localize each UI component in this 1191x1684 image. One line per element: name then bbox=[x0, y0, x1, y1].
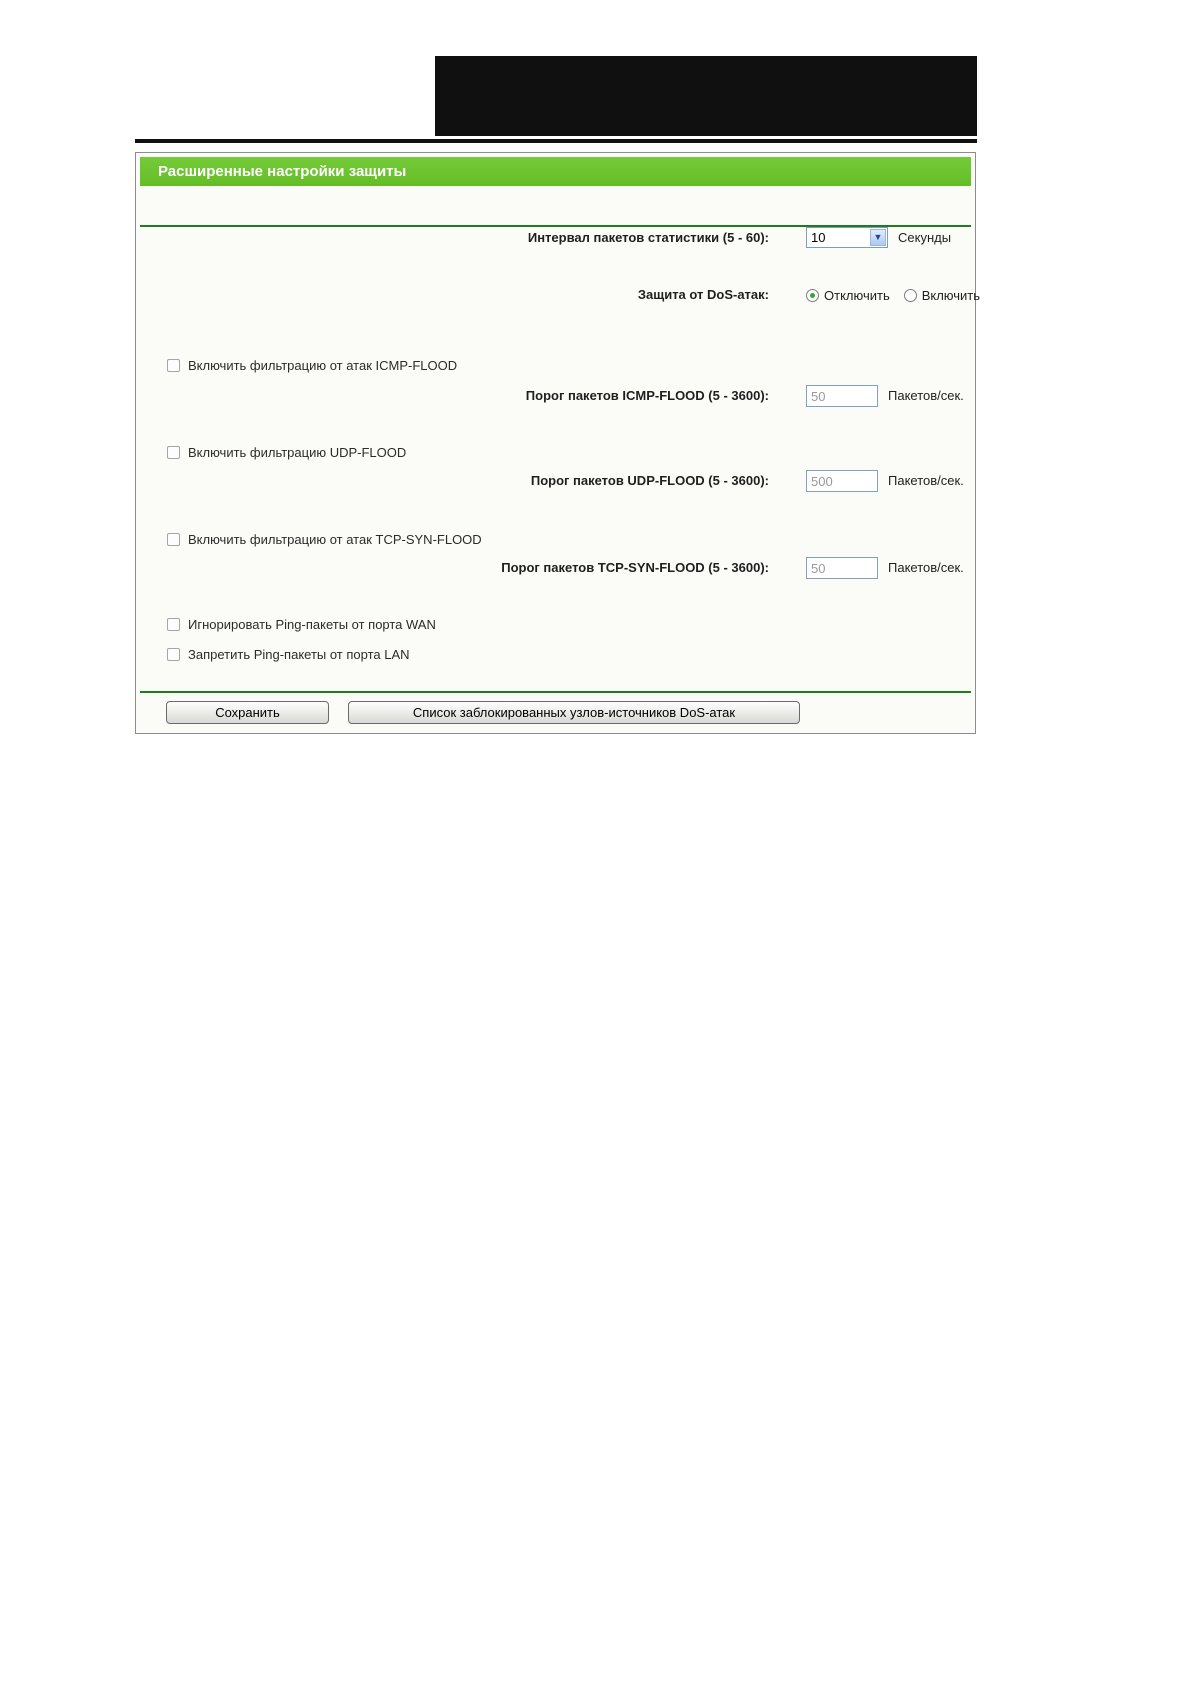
ignore-ping-wan-label: Игнорировать Ping-пакеты от порта WAN bbox=[188, 617, 436, 632]
ignore-ping-wan-checkbox[interactable] bbox=[167, 618, 180, 631]
udp-flood-threshold-row bbox=[136, 470, 975, 492]
icmp-flood-threshold-label: Порог пакетов ICMP-FLOOD (5 - 3600): bbox=[525, 388, 769, 403]
tcp-syn-flood-unit-label: Пакетов/сек. bbox=[888, 560, 964, 575]
chevron-down-icon[interactable]: ▼ bbox=[870, 229, 886, 246]
icmp-flood-unit-label: Пакетов/сек. bbox=[888, 388, 964, 403]
blocked-dos-hosts-list-button[interactable]: Список заблокированных узлов-источников DoS-атак bbox=[348, 701, 800, 724]
udp-flood-threshold-label: Порог пакетов UDP-FLOOD (5 - 3600): bbox=[530, 473, 769, 488]
dos-enable-radio[interactable] bbox=[904, 289, 917, 302]
tcp-syn-flood-threshold-input[interactable] bbox=[806, 557, 878, 579]
panel-title: Расширенные настройки защиты bbox=[158, 163, 407, 180]
save-button[interactable]: Сохранить bbox=[166, 701, 329, 724]
dos-protection-row bbox=[136, 287, 981, 303]
dos-disable-radio[interactable] bbox=[806, 289, 819, 302]
ignore-ping-wan-row bbox=[136, 618, 975, 632]
forbid-ping-lan-row bbox=[136, 648, 975, 662]
icmp-flood-filter-checkbox[interactable] bbox=[167, 359, 180, 372]
icmp-flood-threshold-row bbox=[136, 385, 975, 407]
seconds-unit-label: Секунды bbox=[898, 230, 952, 245]
forbid-ping-lan-label: Запретить Ping-пакеты от порта LAN bbox=[188, 647, 410, 662]
redacted-header-block bbox=[435, 56, 977, 136]
forbid-ping-lan-checkbox[interactable] bbox=[167, 648, 180, 661]
statistics-interval-select[interactable] bbox=[806, 227, 888, 248]
statistics-interval-value: 10 bbox=[811, 230, 826, 245]
dos-protection-options bbox=[806, 287, 980, 303]
icmp-flood-enable-row bbox=[136, 359, 975, 373]
panel-title-bar bbox=[140, 157, 971, 186]
tcp-syn-flood-filter-label: Включить фильтрацию от атак TCP-SYN-FLOOD bbox=[188, 532, 482, 547]
tcp-syn-flood-enable-row bbox=[136, 533, 975, 547]
dos-enable-label: Включить bbox=[921, 287, 981, 303]
udp-flood-filter-label: Включить фильтрацию UDP-FLOOD bbox=[188, 445, 407, 460]
security-settings-panel bbox=[135, 152, 981, 734]
udp-flood-unit-label: Пакетов/сек. bbox=[888, 473, 964, 488]
udp-flood-filter-checkbox[interactable] bbox=[167, 446, 180, 459]
bottom-divider bbox=[140, 691, 971, 693]
statistics-interval-label: Интервал пакетов статистики (5 - 60): bbox=[527, 230, 769, 245]
dos-disable-label: Отключить bbox=[824, 287, 890, 303]
tcp-syn-flood-threshold-row bbox=[136, 557, 975, 579]
header-rule bbox=[135, 139, 977, 143]
icmp-flood-threshold-input[interactable] bbox=[806, 385, 878, 407]
icmp-flood-filter-label: Включить фильтрацию от атак ICMP-FLOOD bbox=[188, 358, 458, 373]
udp-flood-enable-row bbox=[136, 446, 975, 460]
udp-flood-threshold-input[interactable] bbox=[806, 470, 878, 492]
dos-protection-label: Защита от DoS-атак: bbox=[637, 287, 769, 302]
tcp-syn-flood-filter-checkbox[interactable] bbox=[167, 533, 180, 546]
statistics-interval-row bbox=[136, 227, 975, 248]
tcp-syn-flood-threshold-label: Порог пакетов TCP-SYN-FLOOD (5 - 3600): bbox=[501, 560, 769, 575]
